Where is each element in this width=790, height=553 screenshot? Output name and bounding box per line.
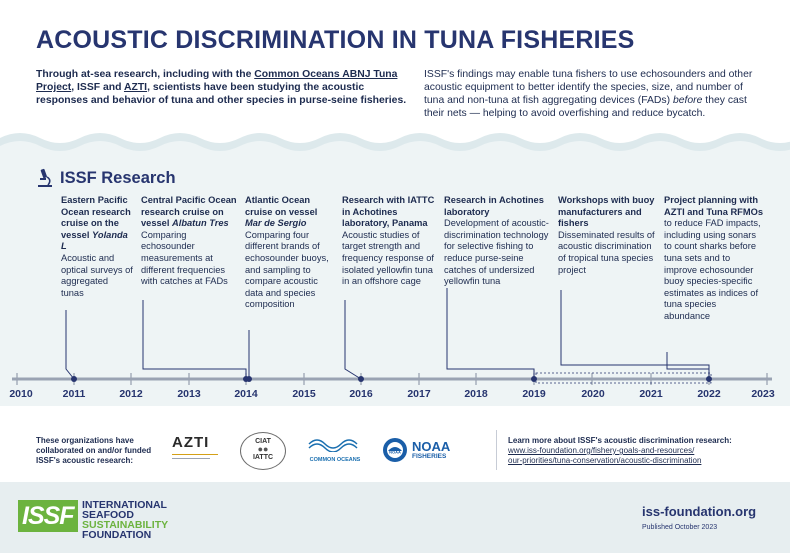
year-label: 2023 bbox=[751, 388, 775, 400]
milestone-heading: Atlantic Ocean cruise on vessel Mar de Sergio bbox=[245, 195, 318, 229]
learn-more-link[interactable]: www.iss-foundation.org/fishery-goals-and-resources/ bbox=[508, 446, 695, 455]
noaa-seal-text: NOAA bbox=[389, 449, 401, 455]
year-label: 2022 bbox=[697, 388, 721, 400]
common-oceans-logo[interactable] bbox=[304, 436, 366, 466]
year-label: 2020 bbox=[581, 388, 605, 400]
year-label: 2012 bbox=[119, 388, 143, 400]
intro-part: , scientists have been studying the acoustic responses and behavior of tuna and other species in purse-seine fisheries. bbox=[36, 82, 407, 106]
milestone-heading: Eastern Pacific Ocean research cruise on the vessel Yolanda L bbox=[61, 195, 131, 252]
milestone-desc: Comparing echosounder measurements at different frequencies with catches at FADs bbox=[141, 229, 228, 287]
year-label: 2021 bbox=[639, 388, 663, 400]
findings-part: ISSF's findings may enable tuna fishers to use echosounders and other acoustic equipment to better identify the species, size, and number of tuna and non-tuna at fish aggregating devices (FADs) bbox=[424, 69, 753, 106]
milestone-desc: Comparing four different brands of echosounder buoys, and sampling to compare acoustic data and species composition bbox=[245, 229, 329, 310]
milestone-heading: Workshops with buoy manufacturers and fishers bbox=[558, 195, 655, 229]
issf-name-line: FOUNDATION bbox=[82, 529, 152, 541]
year-label: 2017 bbox=[407, 388, 431, 400]
noaa-seal-icon bbox=[382, 437, 408, 463]
milestone-heading: Research with IATTC in Achotines laboratory, Panama bbox=[342, 195, 435, 229]
azti-wordmark: AZTI bbox=[172, 434, 210, 451]
milestone-heading: Project planning with AZTI and Tuna RFMOs bbox=[664, 195, 763, 217]
findings-part: they cast their nets — helping to avoid overfishing and reduce bycatch. bbox=[424, 95, 747, 119]
noaa-subtitle: FISHERIES bbox=[412, 452, 447, 460]
ciat-wordmark: CIAT bbox=[255, 438, 271, 445]
learn-more bbox=[508, 436, 768, 466]
learn-more-link[interactable]: our-priorities/tuna-conservation/acoustic-discrimination bbox=[508, 456, 702, 465]
issf-name-line: INTERNATIONAL bbox=[82, 499, 167, 511]
milestone-desc: Development of acoustic-discrimination technology for selective fishing to reduce purse-seine catches of undersized yellowfin tuna bbox=[444, 218, 549, 287]
issf-mark: ISSF bbox=[18, 500, 78, 532]
year-label: 2016 bbox=[349, 388, 373, 400]
milestone-desc: Acoustic and optical surveys of aggregated tunas bbox=[61, 252, 133, 298]
noaa-wordmark bbox=[412, 438, 451, 460]
page-title: ACOUSTIC DISCRIMINATION IN TUNA FISHERIES bbox=[36, 26, 635, 54]
research-heading-label: ISSF Research bbox=[60, 168, 176, 187]
milestone-desc: Project planning with AZTI and Tuna RFMOs to reduce FAD impacts, including using sonars to count sharks before tuna sets and to improve echosounder buoy species-specific estimates as indices of tuna species abundance bbox=[664, 195, 763, 321]
vessel-name: Mar de Sergio bbox=[245, 218, 307, 229]
ciat-iattc-logo[interactable]: CIAT ●● IATTC bbox=[240, 432, 286, 470]
noaa-logo[interactable] bbox=[382, 435, 462, 465]
common-oceans-wordmark: COMMON OCEANS bbox=[309, 457, 361, 463]
milestone-heading: Central Pacific Ocean research cruise on vessel Albatun Tres bbox=[141, 195, 237, 229]
vessel-name: Albatun Tres bbox=[172, 218, 229, 229]
year-label: 2011 bbox=[62, 388, 86, 400]
year-label: 2013 bbox=[177, 388, 201, 400]
issf-name-line: SUSTAINABILITY bbox=[82, 519, 169, 531]
noaa-title: NOAA bbox=[412, 438, 451, 454]
intro-part: Through at-sea research, including with the bbox=[36, 69, 255, 80]
year-label: 2019 bbox=[522, 388, 546, 400]
year-label: 2014 bbox=[234, 388, 258, 400]
issf-logo[interactable] bbox=[18, 500, 78, 532]
azti-link[interactable]: AZTI bbox=[123, 82, 148, 93]
learn-more-heading: Learn more about ISSF's acoustic discrimination research: bbox=[508, 436, 732, 445]
issf-name bbox=[82, 500, 168, 540]
azti-logo[interactable] bbox=[172, 434, 228, 464]
milestone-desc: Disseminated results of acoustic discrimination of tropical tuna species project bbox=[558, 229, 655, 275]
milestone-heading: Research in Achotines laboratory bbox=[444, 195, 544, 217]
collaborators-text: These organizations have collaborated on and/or funded ISSF's acoustic research: bbox=[36, 436, 152, 465]
wave-icon bbox=[307, 436, 363, 452]
intro-part: , ISSF and bbox=[71, 82, 124, 93]
iattc-wordmark: IATTC bbox=[252, 454, 274, 461]
published-date: Published October 2023 bbox=[642, 524, 718, 531]
section-divider bbox=[496, 430, 497, 470]
abnj-link[interactable]: Common Oceans ABNJ Tuna Project bbox=[36, 69, 398, 93]
issf-name-line: SEAFOOD bbox=[82, 509, 134, 521]
year-label: 2015 bbox=[292, 388, 316, 400]
vessel-name: Yolanda L bbox=[61, 229, 128, 252]
milestone-desc: Acoustic studies of target strength and frequency response of isolated yellowfin tuna in an offshore cage bbox=[342, 229, 434, 287]
website-link[interactable]: iss-foundation.org bbox=[642, 504, 757, 519]
year-label: 2010 bbox=[9, 388, 33, 400]
findings-emphasis: before bbox=[672, 95, 703, 106]
year-label: 2018 bbox=[464, 388, 488, 400]
